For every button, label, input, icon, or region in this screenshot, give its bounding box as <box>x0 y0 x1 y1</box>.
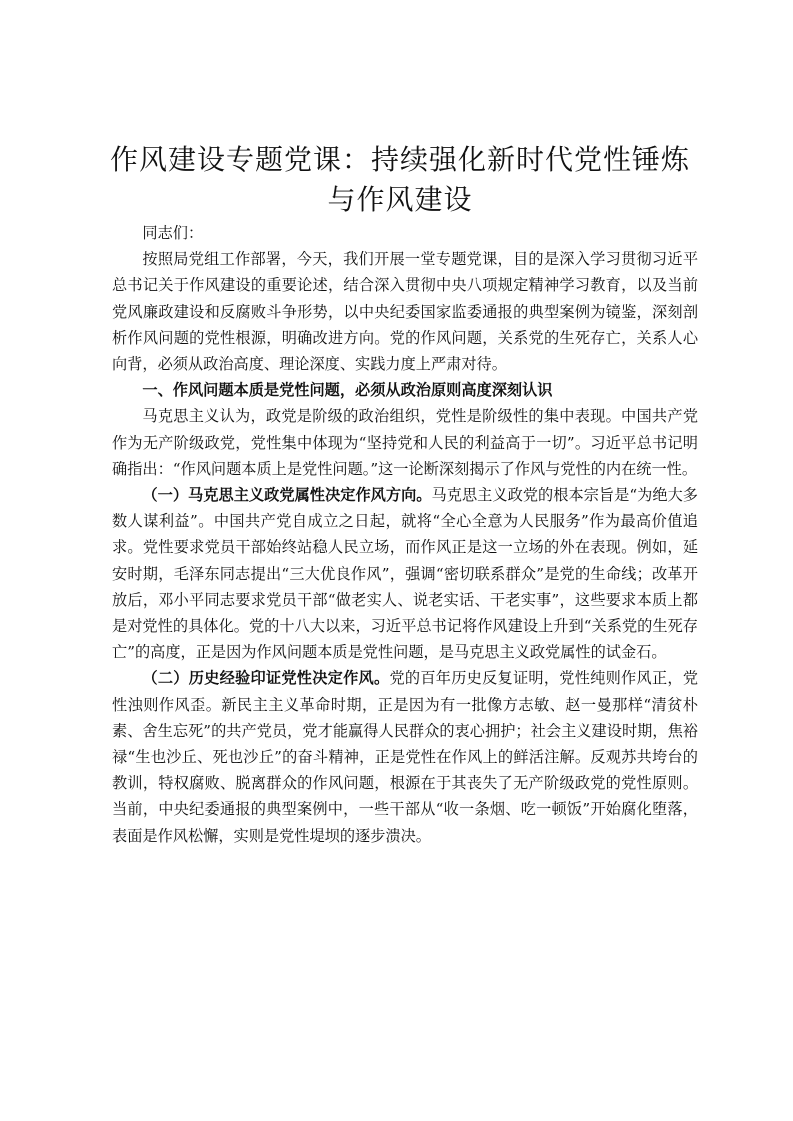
subsection-2-heading: （二）历史经验印证党性决定作风。 <box>142 669 390 688</box>
title-line-2: 与作风建设 <box>327 183 473 216</box>
section-1-heading: 一、作风问题本质是党性问题，必须从政治原则高度深刻认识 <box>142 381 553 400</box>
intro-paragraph: 按照局党组工作部署，今天，我们开展一堂专题党课，目的是深入学习贯彻习近平总书记关于作风建设的重要论述，结合深入贯彻中央八项规定精神学习教育，以及当前党风廉政建设和反腐败斗争形势，以中央纪委国家监委通报的典型案例为镜鉴，深刻剖析作风问题的党性根源，明确改进方向。党的作风问题，关系党的生死存亡，关系人心向背，必须从政治高度、理论深度、实践力度上严肃对待。 <box>112 250 698 374</box>
title-line-1: 作风建设专题党课：持续强化新时代党性锤炼 <box>109 143 690 176</box>
subsection-1-heading: （一）马克思主义政党属性决定作风方向。 <box>142 486 432 505</box>
subsection-2-paragraph <box>112 665 698 848</box>
document-body <box>112 220 698 849</box>
salutation: 同志们： <box>142 224 204 242</box>
section-1-paragraph: 马克思主义认为，政党是阶级的政治组织，党性是阶级性的集中表现。中国共产党作为无产阶级政党，党性集中体现为“坚持党和人民的利益高于一切”。习近平总书记明确指出：“作风问题本质上是党性问题。”这一论断深刻揭示了作风与党性的内在统一性。 <box>112 407 698 478</box>
subsection-1-paragraph <box>112 482 698 665</box>
subsection-1-text: 马克思主义政党的根本宗旨是“为绝大多数人谋利益”。中国共产党自成立之日起，就将“全心全意为人民服务”作为最高价值追求。党性要求党员干部始终站稳人民立场，而作风正是这一立场的外在表现。例如，延安时期，毛泽东同志提出“三大优良作风”，强调“密切联系群众”是党的生命线；改革开放后，邓小平同志要求党员干部“做老实人、说老实话、干老实事”，这些要求本质上都是对党性的具体化。党的十八大以来，习近平总书记将作风建设上升到“关系党的生死存亡”的高度，正是因为作风问题本质是党性问题，是马克思主义政党属性的试金石。 <box>112 486 698 662</box>
document-title <box>100 140 700 220</box>
subsection-2-text: 党的百年历史反复证明，党性纯则作风正，党性浊则作风歪。新民主主义革命时期，正是因为有一批像方志敏、赵一曼那样“清贫朴素、舍生忘死”的共产党员，党才能赢得人民群众的衷心拥护；社会主义建设时期，焦裕禄“生也沙丘、死也沙丘”的奋斗精神，正是党性在作风上的鲜活注解。反观苏共垮台的教训，特权腐败、脱离群众的作风问题，根源在于其丧失了无产阶级政党的党性原则。当前，中央纪委通报的典型案例中，一些干部从“收一条烟、吃一顿饭”开始腐化堕落，表面是作风松懈，实则是党性堤坝的逐步溃决。 <box>112 669 699 845</box>
